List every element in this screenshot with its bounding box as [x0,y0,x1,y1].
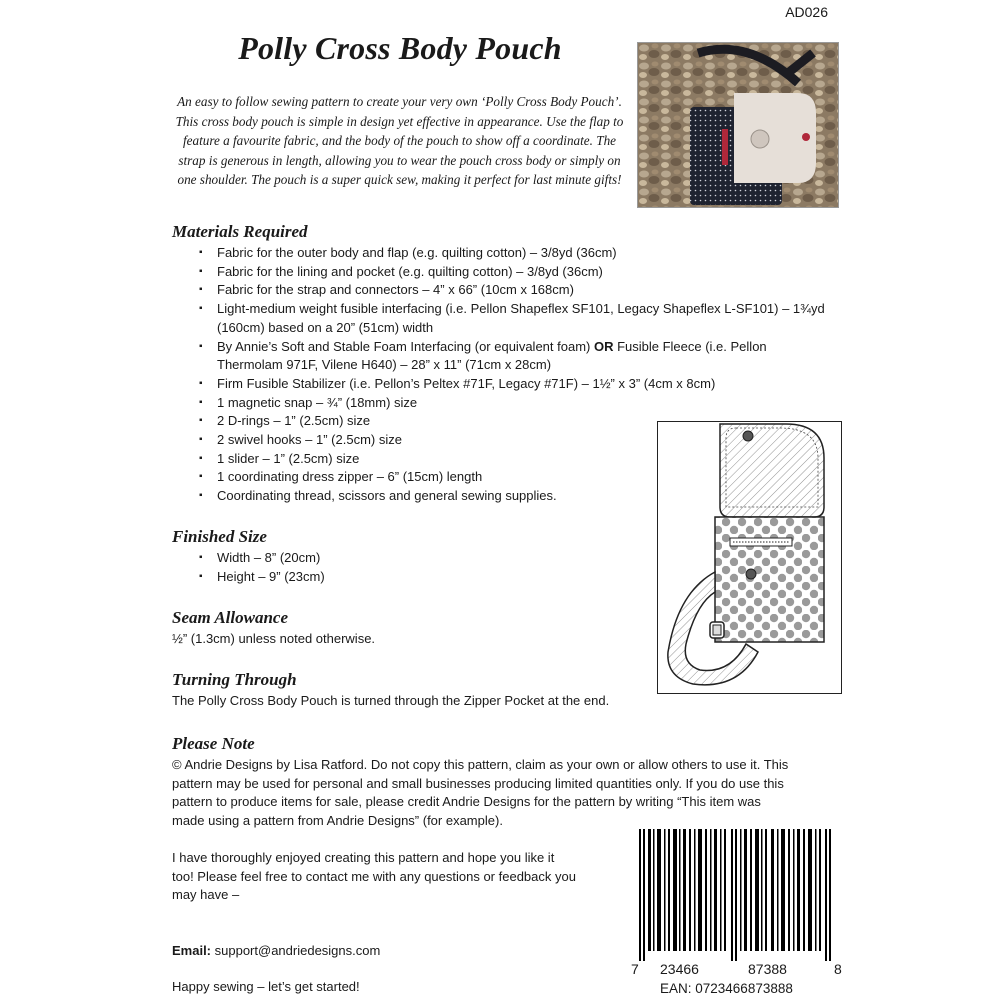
closing-line: may have – [172,887,240,903]
materials-item-text: Fusible Fleece (i.e. Pellon Thermolam 971F, Vilene H640) – 28” x 11” (71cm x 28cm) [217,338,767,373]
please-note-text [172,756,832,831]
closing-line: I have thoroughly enjoyed creating this pattern and hope you like it [172,850,555,865]
seam-allowance-heading: Seam Allowance [172,608,289,627]
materials-item: ▪ Fabric for the outer body and flap (e.g. quilting cotton) – 3/8yd (36cm) [172,244,832,263]
finished-size-heading: Finished Size [172,527,267,546]
product-photo-image [638,43,838,207]
materials-item: ▪ Fabric for the strap and connectors – 4” x 66” (10cm x 168cm) [172,281,832,300]
seam-allowance-text: ½” (1.3cm) unless noted otherwise. [172,631,376,646]
materials-item: ▪ 2 swivel hooks – 1” (2.5cm) size [172,431,832,450]
barcode-group-right: 87388 [748,961,787,977]
materials-item [172,338,817,375]
materials-heading: Materials Required [172,222,308,241]
materials-item-text: By Annie’s Soft and Stable Foam Interfacing (or equivalent foam) [217,338,594,354]
finished-size-item: ▪ Width – 8” (20cm) [172,549,832,568]
pattern-code: AD026 [785,4,828,20]
finished-size-item: ▪ Height – 9” (23cm) [172,568,832,587]
please-note-line: pattern to produce items for sale, please credit Andrie Designs for the pattern by writing “This item was [172,794,761,810]
pouch-illustration-drawing [658,422,841,693]
please-note-heading: Please Note [172,734,255,753]
closing-paragraph [172,849,622,905]
barcode-group-left: 23466 [660,961,699,977]
materials-item [172,300,827,337]
barcode-check-digit: 8 [834,961,842,977]
email-label: Email: [172,943,212,958]
please-note-line: pattern may be used for personal and small businesses producing limited quantities only. If you do use this [172,775,784,791]
please-note-line: © Andrie Designs by Lisa Ratford. Do not copy this pattern, claim as your own or allow others to use it. This [172,757,789,772]
closing-line: too! Please feel free to contact me with any questions or feedback you [172,868,576,884]
page-title-text: Polly Cross Body Pouch [238,30,562,66]
signoff-text: Happy sewing – let’s get started! [172,979,360,994]
barcode-bars [637,829,840,961]
materials-item: ▪ 2 D-rings – 1” (2.5cm) size [172,412,832,431]
materials-item: ▪ 1 magnetic snap – ¾” (18mm) size [172,394,832,413]
email-link[interactable]: support@andriedesigns.com [214,943,381,958]
turning-through-heading: Turning Through [172,670,297,689]
intro-paragraph: An easy to follow sewing pattern to create your very own ‘Polly Cross Body Pouch’. This cross body pouch is simple in design yet effective in appearance. Use the flap to feature a favourite fabric, and the body of the pouch to show off a coordinate. The strap is generous in length, allowing you to wear the pouch cross body or simply on one shoulder. The pouch is a super quick sew, making it perfect for last minute gifts! [175,94,624,188]
ean-number: EAN: 0723466873888 [660,981,793,996]
email-line [172,942,380,961]
materials-item: ▪ 1 coordinating dress zipper – 6” (15cm) length [172,468,832,487]
materials-item: ▪ 1 slider – 1” (2.5cm) size [172,450,832,469]
materials-item-text: Light-medium weight fusible interfacing (i.e. Pellon Shapeflex SF101, Legacy Shapeflex L-SF101) – 1¾yd (160cm) based on a 20” (51cm) width [217,301,825,335]
product-photo [637,42,839,208]
please-note-line: made using a pattern from Andrie Designs” (for example). [172,813,503,829]
materials-item: ▪ Firm Fusible Stabilizer (i.e. Pellon’s Peltex #71F, Legacy #71F) – 1½” x 3” (4cm x 8cm) [172,375,832,394]
materials-item-or: OR [593,338,614,354]
pouch-illustration [657,421,842,694]
barcode-first-digit: 7 [631,961,639,977]
materials-item: ▪ Coordinating thread, scissors and general sewing supplies. [172,487,832,506]
barcode-block [631,829,842,1000]
turning-through-text: The Polly Cross Body Pouch is turned through the Zipper Pocket at the end. [172,693,610,708]
materials-item: ▪ Fabric for the lining and pocket (e.g. quilting cotton) – 3/8yd (36cm) [172,263,832,282]
